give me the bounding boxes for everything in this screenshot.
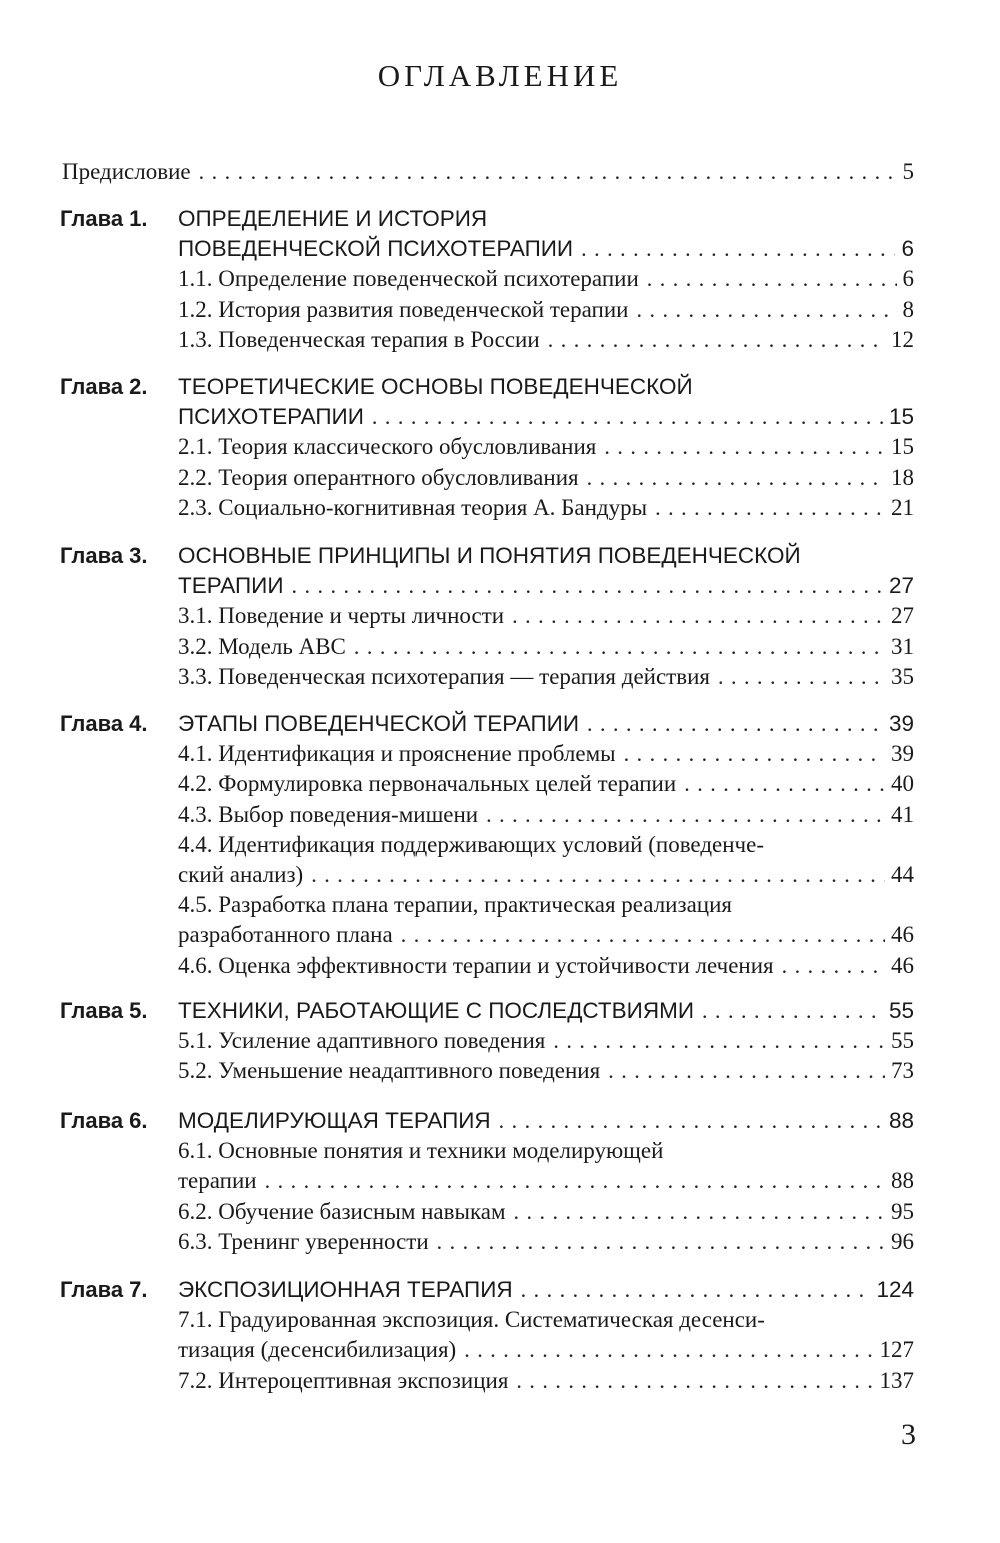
toc-preface (62, 157, 914, 187)
dot-leader (504, 601, 885, 631)
dot-leader (694, 996, 883, 1026)
chapter-title-page: 124 (876, 1277, 914, 1302)
section-entry (178, 1136, 914, 1166)
dot-leader (364, 402, 883, 432)
dot-leader (639, 264, 897, 294)
section-entry (178, 920, 914, 950)
dot-leader (545, 1026, 885, 1056)
section-entry-text: 7.1. Градуированная экспозиция. Систематическая десенси- (178, 1307, 765, 1333)
section-entry-page: 27 (891, 603, 914, 629)
section-entry-page: 88 (891, 1168, 914, 1194)
section-entry-page: 41 (891, 801, 914, 827)
section-entry-page: 96 (891, 1228, 914, 1254)
section-entry (178, 951, 914, 981)
section-entry-text: 3.2. Модель АВС (178, 633, 346, 659)
section-entry-text: 4.4. Идентификация поддерживающих условий (поведенче- (178, 831, 764, 857)
dot-leader (508, 1366, 873, 1396)
chapter-label: Глава 1. (60, 206, 148, 231)
chapter-title-page: 88 (888, 1108, 914, 1133)
chapter-label: Глава 7. (60, 1277, 148, 1302)
chapter-title (178, 1106, 914, 1136)
section-entry (178, 1305, 914, 1335)
section-entry-text: 1.2. История развития поведенческой терапии (178, 296, 629, 322)
chapter-label: Глава 4. (60, 711, 148, 736)
section-entry (178, 463, 914, 493)
dot-leader (506, 1197, 885, 1227)
chapter-title-page: 55 (888, 998, 914, 1023)
chapter-title (178, 204, 914, 234)
dot-leader (191, 157, 897, 187)
section-entry (178, 493, 914, 523)
section-entry-text: 4.5. Разработка плана терапии, практическая реализация (178, 892, 732, 918)
page-number: 3 (901, 1418, 916, 1451)
dot-leader (710, 662, 885, 692)
section-entry-page: 8 (902, 296, 914, 322)
dot-leader (393, 920, 885, 950)
section-entry-page: 12 (891, 326, 914, 352)
section-entry-text: 1.3. Поведенческая терапия в России (178, 326, 540, 352)
dot-leader (600, 1056, 885, 1086)
section-entry-page: 55 (891, 1028, 914, 1054)
section-entry-page: 21 (891, 494, 914, 520)
toc-preface-page: 5 (902, 159, 914, 184)
section-entry (178, 739, 914, 769)
chapter-label: Глава 2. (60, 374, 148, 399)
chapter-title (178, 541, 914, 571)
dot-leader (456, 1335, 873, 1365)
section-entry-text: 2.1. Теория классического обусловливания (178, 434, 597, 460)
chapter-title (178, 234, 914, 264)
dot-leader (346, 632, 885, 662)
chapter-title (178, 402, 914, 432)
chapter-title-text: ПСИХОТЕРАПИИ (178, 404, 364, 430)
section-entry (178, 1227, 914, 1257)
section-entry-text: 4.2. Формулировка первоначальных целей терапии (178, 771, 677, 797)
section-entry-page: 40 (891, 771, 914, 797)
chapter-title-text: ЭКСПОЗИЦИОННАЯ ТЕРАПИЯ (178, 1277, 513, 1302)
dot-leader (596, 432, 885, 462)
dot-leader (513, 1275, 871, 1305)
section-entry (178, 1366, 914, 1396)
section-entry (178, 1335, 914, 1365)
section-entry-text: 1.1. Определение поведенческой психотерапии (178, 266, 639, 292)
section-entry-text: 3.1. Поведение и черты личности (178, 603, 505, 629)
section-entry (178, 890, 914, 920)
section-entry-text: терапии (178, 1168, 257, 1194)
chapter-label: Глава 3. (60, 543, 148, 568)
dot-leader (676, 769, 885, 799)
dot-leader (491, 1106, 883, 1136)
chapter-title-text: ЭТАПЫ ПОВЕДЕНЧЕСКОЙ ТЕРАПИИ (178, 711, 580, 736)
section-entry-text: ский анализ) (178, 862, 304, 887)
dot-leader (628, 295, 896, 325)
dot-leader (647, 493, 885, 523)
section-entry (178, 769, 914, 799)
section-entry-text: 6.3. Тренинг уверенности (178, 1228, 429, 1254)
section-entry-page: 15 (891, 434, 914, 460)
section-entry (178, 830, 914, 860)
section-entry-text: 5.1. Усиление адаптивного поведения (178, 1028, 546, 1054)
section-entry-page: 39 (891, 741, 914, 767)
section-entry-text: разработанного плана (178, 922, 393, 948)
section-entry-text: тизация (десенсибилизация) (178, 1337, 457, 1363)
dot-leader (579, 463, 885, 493)
dot-leader (540, 325, 885, 355)
section-entry-page: 73 (891, 1058, 914, 1084)
section-entry (178, 601, 914, 631)
section-entry-text: 4.1. Идентификация и прояснение проблемы (178, 741, 616, 767)
section-entry (178, 800, 914, 830)
section-entry-page: 6 (902, 266, 914, 292)
section-entry-text: 2.3. Социально-когнитивная теория А. Бандуры (178, 494, 648, 520)
chapter-title-text: ТЕХНИКИ, РАБОТАЮЩИЕ С ПОСЛЕДСТВИЯМИ (178, 998, 695, 1023)
chapter-title-text: ТЕОРЕТИЧЕСКИЕ ОСНОВЫ ПОВЕДЕНЧЕСКОЙ (178, 374, 693, 399)
chapter-title (178, 571, 914, 601)
section-entry (178, 662, 914, 692)
chapter-title-text: ПОВЕДЕНЧЕСКОЙ ПСИХОТЕРАПИИ (178, 236, 574, 262)
section-entry-page: 127 (879, 1337, 914, 1363)
section-entry (178, 264, 914, 294)
section-entry-page: 18 (891, 464, 914, 490)
chapter-label: Глава 6. (60, 1108, 148, 1133)
chapter-title (178, 709, 914, 739)
section-entry-page: 35 (891, 663, 914, 689)
page-title: ОГЛАВЛЕНИЕ (377, 58, 623, 93)
chapter-title (178, 1275, 914, 1305)
chapter-title-text: ОПРЕДЕЛЕНИЕ И ИСТОРИЯ (178, 206, 488, 231)
section-entry-text: 6.1. Основные понятия и техники моделирующей (178, 1138, 664, 1164)
section-entry-text: 4.6. Оценка эффективности терапии и устойчивости лечения (178, 952, 774, 978)
section-entry-text: 6.2. Обучение базисным навыкам (178, 1198, 506, 1224)
chapter-title-page: 6 (901, 236, 914, 262)
section-entry-page: 137 (879, 1367, 914, 1393)
section-entry-page: 95 (891, 1198, 914, 1224)
chapter-title (178, 996, 914, 1026)
section-entry (178, 1166, 914, 1196)
section-entry (178, 1197, 914, 1227)
section-entry (178, 1056, 914, 1086)
section-entry (178, 1026, 914, 1056)
section-entry-text: 7.2. Интероцептивная экспозиция (178, 1367, 509, 1393)
section-entry (178, 325, 914, 355)
chapter-title-page: 39 (888, 711, 914, 736)
dot-leader (579, 709, 883, 739)
section-entry-text: 3.3. Поведенческая психотерапия — терапия действия (178, 663, 710, 689)
section-entry (178, 632, 914, 662)
chapter-title-page: 15 (888, 404, 914, 430)
dot-leader (257, 1166, 885, 1196)
section-entry-page: 31 (891, 633, 914, 659)
section-entry-page: 46 (891, 952, 914, 978)
toc-preface-text: Предисловие (62, 159, 191, 184)
chapter-label: Глава 5. (60, 998, 148, 1023)
chapter-title-text: ОСНОВНЫЕ ПРИНЦИПЫ И ПОНЯТИЯ ПОВЕДЕНЧЕСКОЙ (178, 543, 801, 568)
section-entry-text: 2.2. Теория оперантного обусловливания (178, 464, 579, 490)
dot-leader (303, 860, 885, 890)
section-entry-page: 44 (891, 862, 914, 887)
section-entry (178, 295, 914, 325)
chapter-title-page: 27 (888, 573, 914, 599)
dot-leader (429, 1227, 885, 1257)
section-entry-page: 46 (891, 922, 914, 948)
chapter-title-text: ТЕРАПИИ (178, 573, 284, 599)
dot-leader (478, 800, 885, 830)
chapter-title (178, 372, 914, 402)
section-entry-text: 4.3. Выбор поведения-мишени (178, 801, 479, 827)
section-entry (178, 860, 914, 890)
dot-leader (284, 571, 883, 601)
chapter-title-text: МОДЕЛИРУЮЩАЯ ТЕРАПИЯ (178, 1108, 491, 1133)
dot-leader (573, 234, 895, 264)
section-entry (178, 432, 914, 462)
dot-leader (774, 951, 885, 981)
dot-leader (616, 739, 885, 769)
section-entry-text: 5.2. Уменьшение неадаптивного поведения (178, 1058, 601, 1084)
